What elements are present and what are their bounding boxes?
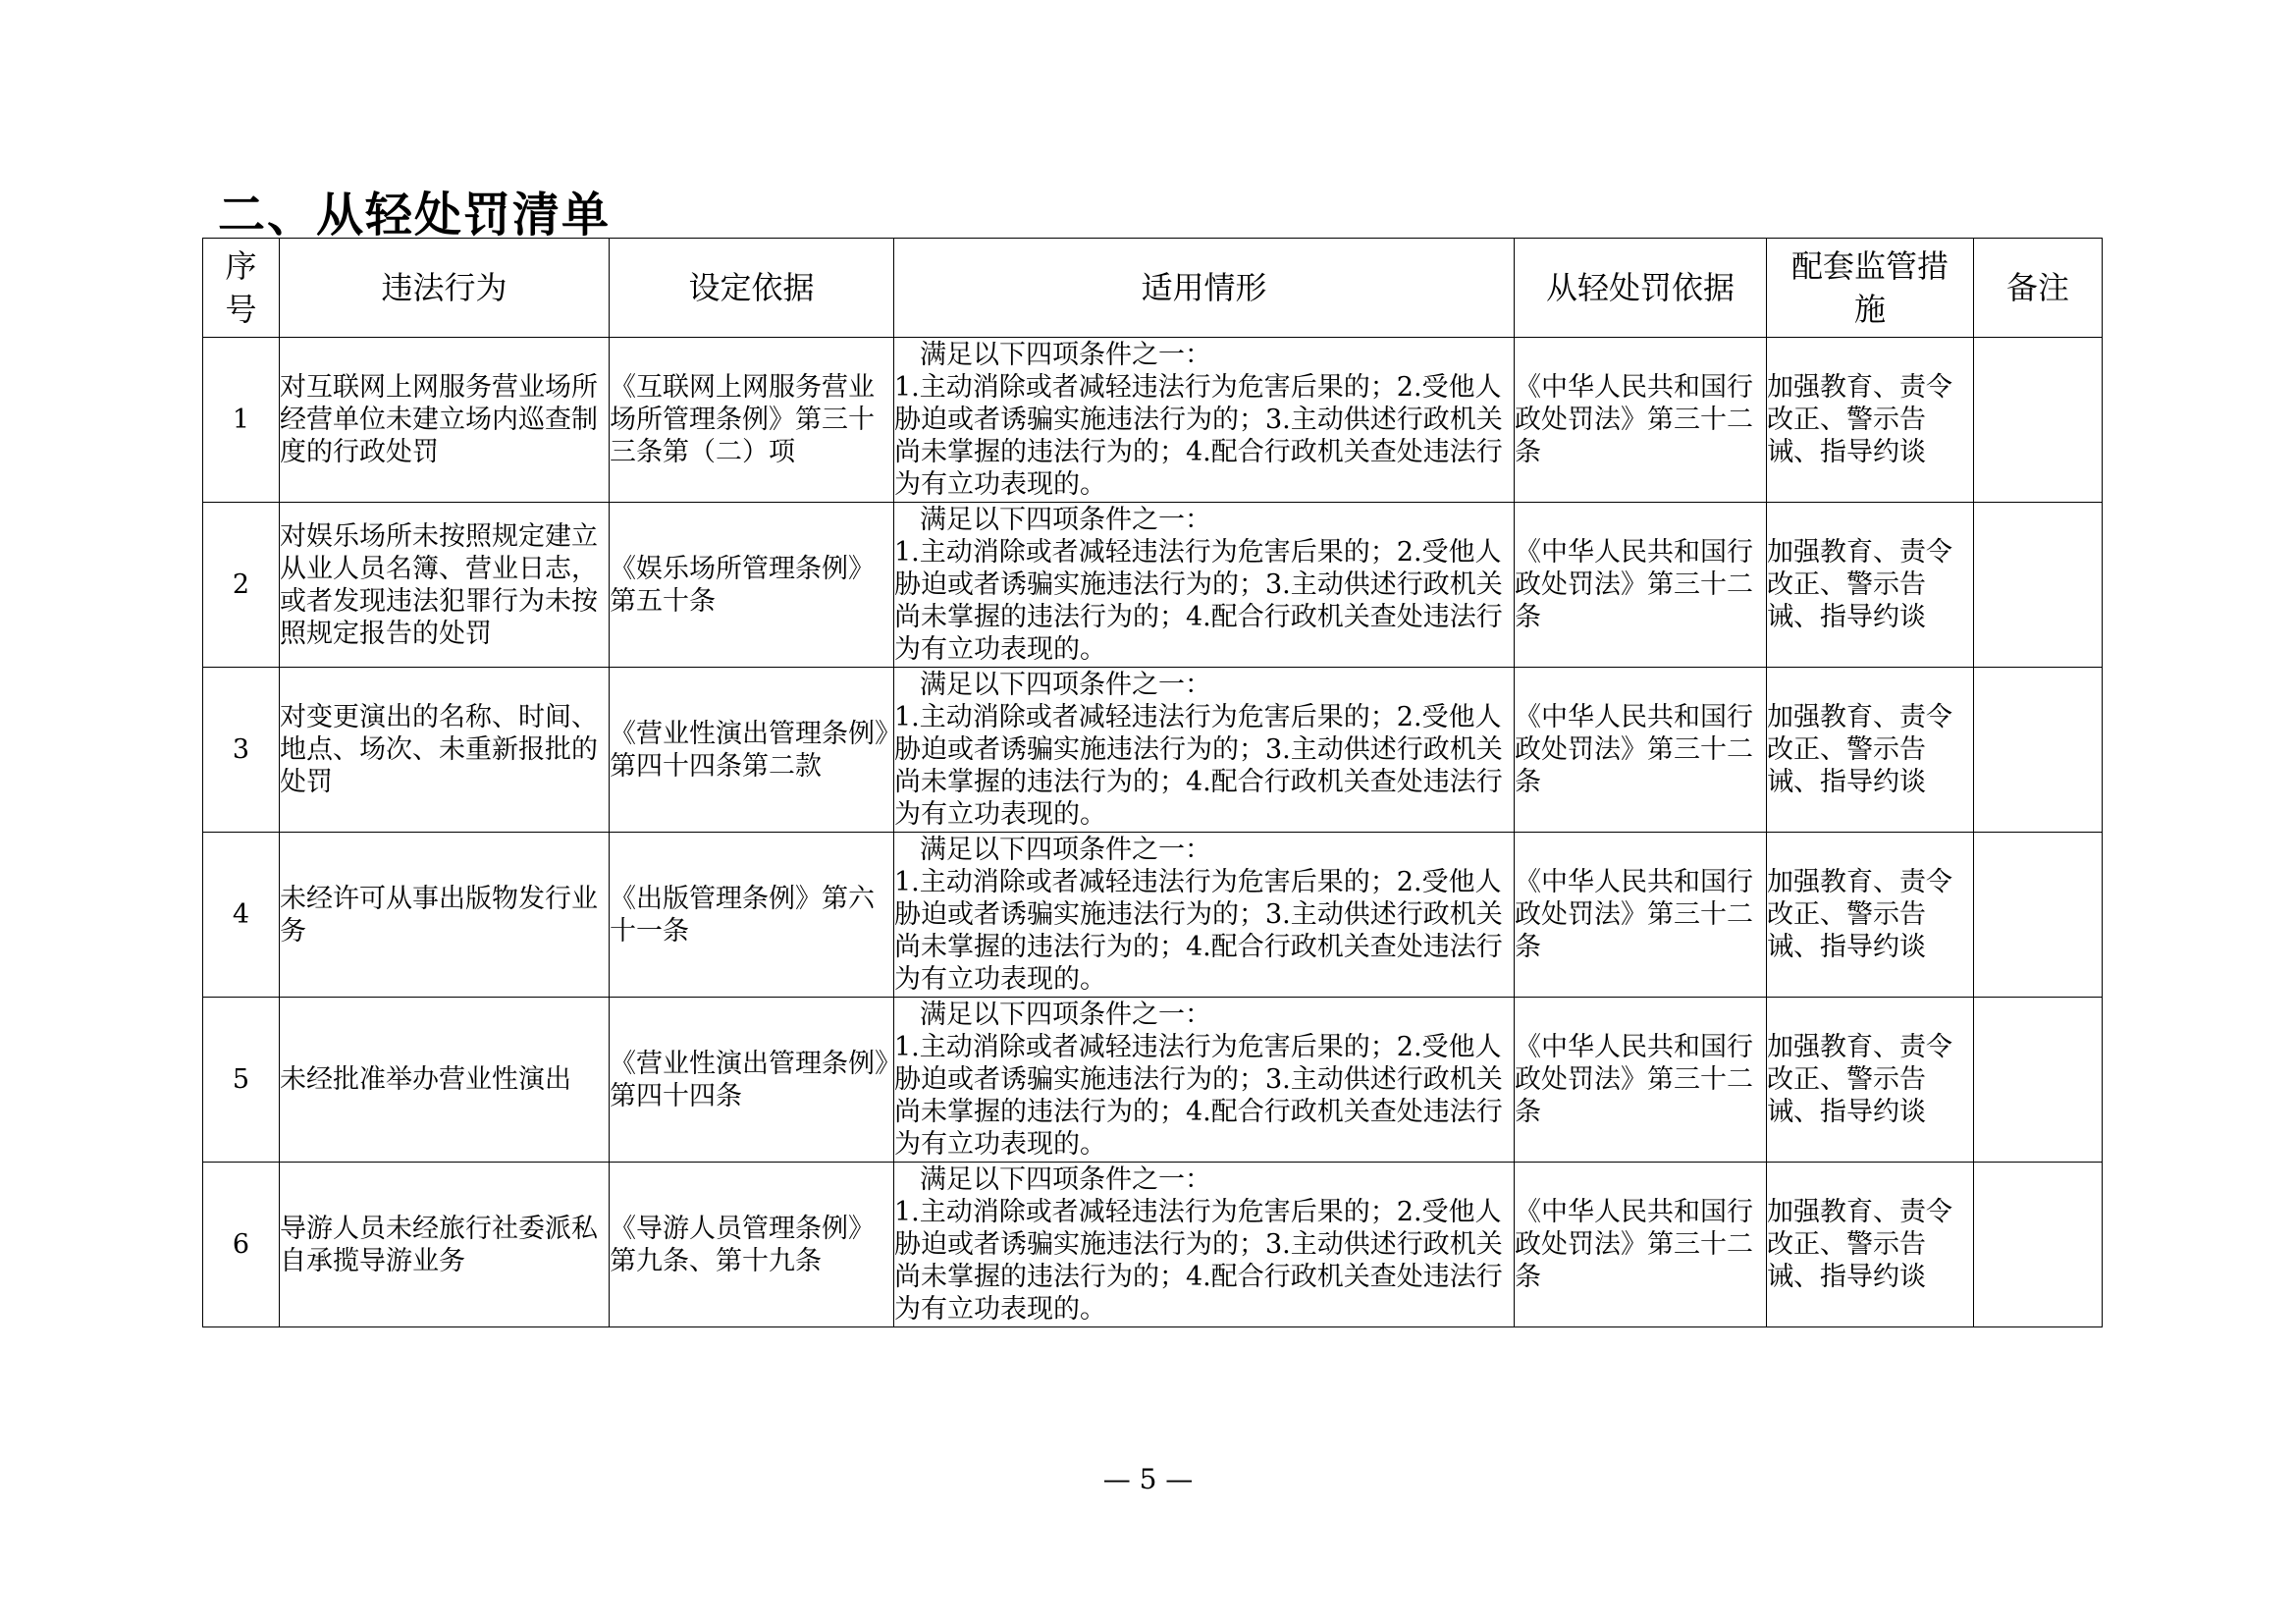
cell-seq: 2 bbox=[203, 503, 280, 668]
cell-basis: 《互联网上网服务营业场所管理条例》第三十三条第（二）项 bbox=[610, 338, 894, 503]
header-basis: 设定依据 bbox=[610, 239, 894, 338]
cell-circumstances bbox=[894, 503, 1515, 668]
header-lenient-basis: 从轻处罚依据 bbox=[1515, 239, 1767, 338]
circumstances-body: 1.主动消除或者减轻违法行为危害后果的；2.受他人胁迫或者诱骗实施违法行为的；3.主动供述行政机关尚未掌握的违法行为的；4.配合行政机关查处违法行为有立功表现的。 bbox=[894, 867, 1503, 995]
cell-basis: 《出版管理条例》第六十一条 bbox=[610, 833, 894, 998]
header-seq: 序号 bbox=[203, 239, 280, 338]
cell-violation: 未经许可从事出版物发行业务 bbox=[280, 833, 610, 998]
cell-circumstances bbox=[894, 998, 1515, 1163]
cell-lenient-basis: 《中华人民共和国行政处罚法》第三十二条 bbox=[1515, 833, 1767, 998]
table-row bbox=[203, 338, 2103, 503]
circumstances-body: 1.主动消除或者减轻违法行为危害后果的；2.受他人胁迫或者诱骗实施违法行为的；3.主动供述行政机关尚未掌握的违法行为的；4.配合行政机关查处违法行为有立功表现的。 bbox=[894, 1197, 1503, 1325]
cell-circumstances bbox=[894, 338, 1515, 503]
cell-circumstances bbox=[894, 668, 1515, 833]
cell-seq: 5 bbox=[203, 998, 280, 1163]
cell-lenient-basis: 《中华人民共和国行政处罚法》第三十二条 bbox=[1515, 998, 1767, 1163]
cell-lenient-basis: 《中华人民共和国行政处罚法》第三十二条 bbox=[1515, 503, 1767, 668]
cell-remarks bbox=[1974, 833, 2103, 998]
cell-basis: 《营业性演出管理条例》第四十四条第二款 bbox=[610, 668, 894, 833]
table-row bbox=[203, 833, 2103, 998]
circumstances-lead: 满足以下四项条件之一： bbox=[920, 1164, 1211, 1195]
table-row bbox=[203, 503, 2103, 668]
cell-seq: 1 bbox=[203, 338, 280, 503]
lenient-penalty-table bbox=[202, 238, 2103, 1327]
cell-basis: 《导游人员管理条例》第九条、第十九条 bbox=[610, 1163, 894, 1327]
table-row bbox=[203, 998, 2103, 1163]
circumstances-body: 1.主动消除或者减轻违法行为危害后果的；2.受他人胁迫或者诱骗实施违法行为的；3.主动供述行政机关尚未掌握的违法行为的；4.配合行政机关查处违法行为有立功表现的。 bbox=[894, 702, 1503, 830]
cell-basis: 《娱乐场所管理条例》第五十条 bbox=[610, 503, 894, 668]
cell-remarks bbox=[1974, 998, 2103, 1163]
circumstances-lead: 满足以下四项条件之一： bbox=[920, 1000, 1211, 1030]
header-measures: 配套监管措施 bbox=[1767, 239, 1974, 338]
cell-measures: 加强教育、责令改正、警示告诫、指导约谈 bbox=[1767, 503, 1974, 668]
cell-remarks bbox=[1974, 1163, 2103, 1327]
cell-lenient-basis: 《中华人民共和国行政处罚法》第三十二条 bbox=[1515, 668, 1767, 833]
cell-remarks bbox=[1974, 668, 2103, 833]
header-circumstances: 适用情形 bbox=[894, 239, 1515, 338]
circumstances-body: 1.主动消除或者减轻违法行为危害后果的；2.受他人胁迫或者诱骗实施违法行为的；3.主动供述行政机关尚未掌握的违法行为的；4.配合行政机关查处违法行为有立功表现的。 bbox=[894, 1032, 1503, 1160]
cell-violation: 未经批准举办营业性演出 bbox=[280, 998, 610, 1163]
cell-violation: 对娱乐场所未按照规定建立从业人员名簿、营业日志，或者发现违法犯罪行为未按照规定报告的处罚 bbox=[280, 503, 610, 668]
cell-measures: 加强教育、责令改正、警示告诫、指导约谈 bbox=[1767, 998, 1974, 1163]
header-violation: 违法行为 bbox=[280, 239, 610, 338]
table-row bbox=[203, 668, 2103, 833]
header-remarks: 备注 bbox=[1974, 239, 2103, 338]
cell-seq: 6 bbox=[203, 1163, 280, 1327]
cell-measures: 加强教育、责令改正、警示告诫、指导约谈 bbox=[1767, 338, 1974, 503]
cell-measures: 加强教育、责令改正、警示告诫、指导约谈 bbox=[1767, 833, 1974, 998]
cell-seq: 3 bbox=[203, 668, 280, 833]
cell-circumstances bbox=[894, 833, 1515, 998]
circumstances-lead: 满足以下四项条件之一： bbox=[920, 505, 1211, 535]
cell-remarks bbox=[1974, 338, 2103, 503]
table-row bbox=[203, 1163, 2103, 1327]
section-title: 二、从轻处罚清单 bbox=[218, 188, 612, 243]
cell-violation: 对变更演出的名称、时间、地点、场次、未重新报批的处罚 bbox=[280, 668, 610, 833]
cell-remarks bbox=[1974, 503, 2103, 668]
cell-violation: 对互联网上网服务营业场所经营单位未建立场内巡查制度的行政处罚 bbox=[280, 338, 610, 503]
cell-basis: 《营业性演出管理条例》第四十四条 bbox=[610, 998, 894, 1163]
circumstances-lead: 满足以下四项条件之一： bbox=[920, 835, 1211, 865]
cell-lenient-basis: 《中华人民共和国行政处罚法》第三十二条 bbox=[1515, 1163, 1767, 1327]
circumstances-lead: 满足以下四项条件之一： bbox=[920, 670, 1211, 700]
table-header-row bbox=[203, 239, 2103, 338]
cell-measures: 加强教育、责令改正、警示告诫、指导约谈 bbox=[1767, 1163, 1974, 1327]
cell-circumstances bbox=[894, 1163, 1515, 1327]
cell-lenient-basis: 《中华人民共和国行政处罚法》第三十二条 bbox=[1515, 338, 1767, 503]
circumstances-body: 1.主动消除或者减轻违法行为危害后果的；2.受他人胁迫或者诱骗实施违法行为的；3.主动供述行政机关尚未掌握的违法行为的；4.配合行政机关查处违法行为有立功表现的。 bbox=[894, 537, 1503, 665]
cell-measures: 加强教育、责令改正、警示告诫、指导约谈 bbox=[1767, 668, 1974, 833]
cell-violation: 导游人员未经旅行社委派私自承揽导游业务 bbox=[280, 1163, 610, 1327]
circumstances-body: 1.主动消除或者减轻违法行为危害后果的；2.受他人胁迫或者诱骗实施违法行为的；3.主动供述行政机关尚未掌握的违法行为的；4.配合行政机关查处违法行为有立功表现的。 bbox=[894, 372, 1503, 500]
cell-seq: 4 bbox=[203, 833, 280, 998]
circumstances-lead: 满足以下四项条件之一： bbox=[920, 340, 1211, 370]
page-number: — 5 — bbox=[1102, 1463, 1194, 1495]
